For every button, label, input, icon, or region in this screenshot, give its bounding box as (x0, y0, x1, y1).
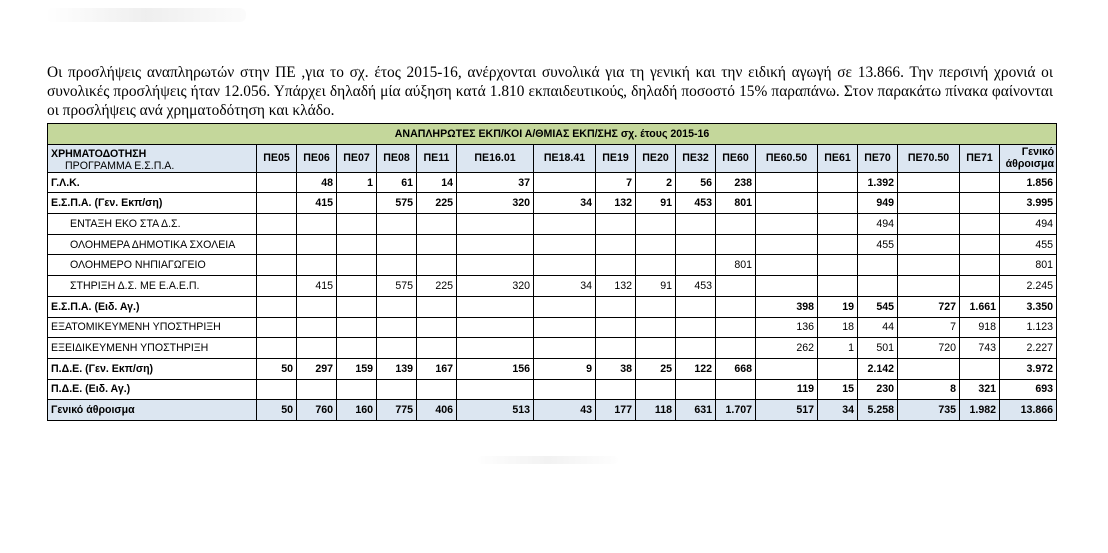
table-cell: 7 (596, 172, 636, 193)
column-header: ΠΕ07 (337, 144, 377, 172)
scan-artifact (46, 8, 246, 22)
table-cell: 494 (858, 214, 898, 235)
column-header: ΠΕ60 (716, 144, 756, 172)
table-cell: 760 (297, 400, 337, 421)
table-cell (676, 296, 716, 317)
table-row (48, 255, 1057, 276)
table-row (48, 193, 1057, 214)
table-cell: 15 (818, 379, 858, 400)
table-cell (534, 214, 596, 235)
table-cell: 406 (417, 400, 457, 421)
table-cell: 455 (858, 234, 898, 255)
table-cell (818, 358, 858, 379)
table-cell (417, 338, 457, 359)
table-cell (534, 317, 596, 338)
row-label: ΕΞΑΤΟΜΙΚΕΥΜΕΝΗ ΥΠΟΣΤΗΡΙΞΗ (48, 317, 257, 338)
table-cell: 91 (636, 193, 676, 214)
table-cell (818, 172, 858, 193)
table-cell: 238 (716, 172, 756, 193)
table-header-row (48, 144, 1057, 172)
table-cell (596, 379, 636, 400)
table-cell (534, 255, 596, 276)
row-label: ΟΛΟΗΜΕΡΟ ΝΗΠΙΑΓΩΓΕΙΟ (48, 255, 257, 276)
table-cell: 575 (377, 276, 417, 297)
table-row (48, 358, 1057, 379)
table-cell: 230 (858, 379, 898, 400)
table-cell (960, 172, 1000, 193)
table-cell: 743 (960, 338, 1000, 359)
table-cell (960, 193, 1000, 214)
table-cell: 1.982 (960, 400, 1000, 421)
table-cell (960, 234, 1000, 255)
row-total: 455 (1000, 234, 1057, 255)
table-cell (960, 255, 1000, 276)
table-cell (297, 234, 337, 255)
column-header: ΠΕ70.50 (898, 144, 960, 172)
row-total: 1.123 (1000, 317, 1057, 338)
table-cell (337, 276, 377, 297)
table-cell: 1.661 (960, 296, 1000, 317)
table-cell (960, 358, 1000, 379)
table-cell (377, 338, 417, 359)
table-cell: 517 (756, 400, 818, 421)
table-cell: 19 (818, 296, 858, 317)
column-header: ΠΕ16.01 (457, 144, 534, 172)
table-row (48, 338, 1057, 359)
table-cell (534, 379, 596, 400)
table-cell: 225 (417, 193, 457, 214)
table-cell (297, 214, 337, 235)
table-cell (676, 214, 716, 235)
table-cell (898, 234, 960, 255)
row-total: 801 (1000, 255, 1057, 276)
row-total: 2.227 (1000, 338, 1057, 359)
table-cell (297, 379, 337, 400)
table-cell (818, 234, 858, 255)
table-cell (377, 214, 417, 235)
table-cell: 1 (818, 338, 858, 359)
table-row (48, 296, 1057, 317)
intro-paragraph: Οι προσλήψεις αναπληρωτών στην ΠΕ ,για το σχ. έτος 2015-16, ανέρχονται συνολικά για τη γενική και την ειδική αγωγή σε 13.866. Την περσινή χρονιά οι συνολικές προσλήψεις ήταν 12.056. Υπάρχει δηλαδή μία αύξηση κατά 1.810 εκπαιδευτικούς, δηλαδή ποσοστό 15% παραπάνω. Στον παρακάτω πίνακα φαίνονται οι προσλήψεις ανά χρηματοδότηση και κλάδο. (47, 64, 1053, 119)
table-cell (716, 317, 756, 338)
table-cell (417, 379, 457, 400)
table-cell: 262 (756, 338, 818, 359)
table-cell (898, 214, 960, 235)
table-cell: 14 (417, 172, 457, 193)
table-cell (457, 234, 534, 255)
table-cell (257, 193, 297, 214)
table-cell: 18 (818, 317, 858, 338)
table-cell (756, 276, 818, 297)
table-cell (676, 234, 716, 255)
table-cell: 167 (417, 358, 457, 379)
table-cell: 50 (257, 358, 297, 379)
recruitment-table (47, 123, 1057, 421)
table-cell (636, 317, 676, 338)
table-cell (457, 296, 534, 317)
table-cell (596, 317, 636, 338)
table-row (48, 234, 1057, 255)
table-cell (676, 317, 716, 338)
table-cell (337, 255, 377, 276)
table-cell (377, 296, 417, 317)
table-cell (457, 317, 534, 338)
table-cell (716, 338, 756, 359)
table-cell (716, 234, 756, 255)
table-cell: 631 (676, 400, 716, 421)
table-cell (457, 379, 534, 400)
table-cell (716, 379, 756, 400)
table-cell: 297 (297, 358, 337, 379)
table-cell (417, 214, 457, 235)
table-cell (818, 255, 858, 276)
table-cell (534, 296, 596, 317)
table-row (48, 379, 1057, 400)
column-header-total: Γενικό άθροισμα (1000, 144, 1057, 172)
table-cell: 25 (636, 358, 676, 379)
table-cell: 575 (377, 193, 417, 214)
table-cell: 775 (377, 400, 417, 421)
table-cell: 453 (676, 276, 716, 297)
table-cell (596, 338, 636, 359)
table-cell: 1 (337, 172, 377, 193)
table-cell: 949 (858, 193, 898, 214)
table-cell (898, 193, 960, 214)
header-funding-label: ΧΡΗΜΑΤΟΔΟΤΗΣΗ (51, 147, 147, 160)
column-header: ΠΕ05 (257, 144, 297, 172)
table-cell: 1.392 (858, 172, 898, 193)
table-cell (818, 214, 858, 235)
table-cell (818, 276, 858, 297)
row-label: Π.Δ.Ε. (Γεν. Εκπ/ση) (48, 358, 257, 379)
table-cell: 415 (297, 276, 337, 297)
table-cell (596, 214, 636, 235)
header-program-label: ΠΡΟΓΡΑΜΜΑ Ε.Σ.Π.Α. (65, 159, 175, 172)
table-cell (636, 255, 676, 276)
table-cell (756, 234, 818, 255)
table-row (48, 276, 1057, 297)
table-cell (257, 379, 297, 400)
table-cell: 9 (534, 358, 596, 379)
table-cell (377, 234, 417, 255)
table-cell (676, 338, 716, 359)
table-cell: 225 (417, 276, 457, 297)
table-cell: 43 (534, 400, 596, 421)
row-label: Γενικό άθροισμα (48, 400, 257, 421)
table-cell (257, 317, 297, 338)
table-cell (417, 255, 457, 276)
table-cell: 132 (596, 276, 636, 297)
row-total: 3.995 (1000, 193, 1057, 214)
table-cell: 727 (898, 296, 960, 317)
table-row (48, 214, 1057, 235)
table-cell: 91 (636, 276, 676, 297)
table-cell (716, 296, 756, 317)
table-cell: 34 (534, 193, 596, 214)
table-cell: 453 (676, 193, 716, 214)
row-total: 13.866 (1000, 400, 1057, 421)
table-cell (756, 214, 818, 235)
table-cell: 48 (297, 172, 337, 193)
table-cell: 545 (858, 296, 898, 317)
table-cell (297, 255, 337, 276)
table-cell (257, 172, 297, 193)
table-cell (297, 296, 337, 317)
table-cell: 159 (337, 358, 377, 379)
row-total: 693 (1000, 379, 1057, 400)
table-cell: 2.142 (858, 358, 898, 379)
table-cell (297, 317, 337, 338)
row-label: ΕΝΤΑΞΗ ΕΚΟ ΣΤΑ Δ.Σ. (48, 214, 257, 235)
table-cell: 132 (596, 193, 636, 214)
table-cell: 321 (960, 379, 1000, 400)
table-cell: 320 (457, 193, 534, 214)
column-header: ΠΕ61 (818, 144, 858, 172)
table-cell: 44 (858, 317, 898, 338)
table-cell (457, 214, 534, 235)
row-total: 494 (1000, 214, 1057, 235)
table-cell: 1.707 (716, 400, 756, 421)
table-cell (716, 276, 756, 297)
table-cell (960, 214, 1000, 235)
table-cell (960, 276, 1000, 297)
table-cell: 61 (377, 172, 417, 193)
table-cell (858, 276, 898, 297)
table-cell (636, 379, 676, 400)
table-cell: 918 (960, 317, 1000, 338)
table-cell: 37 (457, 172, 534, 193)
table-cell: 5.258 (858, 400, 898, 421)
table-cell (337, 338, 377, 359)
column-header: ΠΕ18.41 (534, 144, 596, 172)
table-cell (636, 338, 676, 359)
table-cell: 415 (297, 193, 337, 214)
table-cell (898, 358, 960, 379)
column-header: ΠΕ08 (377, 144, 417, 172)
column-header: ΠΕ70 (858, 144, 898, 172)
table-cell: 801 (716, 193, 756, 214)
table-cell (858, 255, 898, 276)
table-cell: 160 (337, 400, 377, 421)
table-cell (457, 338, 534, 359)
table-cell (716, 214, 756, 235)
table-cell (534, 234, 596, 255)
table-cell (257, 214, 297, 235)
table-cell (457, 255, 534, 276)
row-label: ΟΛΟΗΜΕΡΑ ΔΗΜΟΤΙΚΑ ΣΧΟΛΕΙΑ (48, 234, 257, 255)
table-cell (337, 234, 377, 255)
table-cell: 513 (457, 400, 534, 421)
table-cell (417, 296, 457, 317)
column-header: ΠΕ71 (960, 144, 1000, 172)
table-cell (898, 276, 960, 297)
table-cell (636, 234, 676, 255)
table-cell (636, 296, 676, 317)
table-cell (377, 379, 417, 400)
table-cell (257, 338, 297, 359)
table-cell: 38 (596, 358, 636, 379)
table-cell (534, 172, 596, 193)
table-title-row (48, 124, 1057, 145)
table-cell (337, 193, 377, 214)
table-cell: 56 (676, 172, 716, 193)
table-cell (818, 193, 858, 214)
table-cell (377, 255, 417, 276)
table-body (48, 172, 1057, 420)
column-header: ΠΕ11 (417, 144, 457, 172)
table-cell (596, 255, 636, 276)
column-header: ΠΕ19 (596, 144, 636, 172)
row-total: 3.350 (1000, 296, 1057, 317)
table-cell (596, 234, 636, 255)
table-cell: 122 (676, 358, 716, 379)
table-cell: 2 (636, 172, 676, 193)
table-cell: 801 (716, 255, 756, 276)
table-cell: 320 (457, 276, 534, 297)
table-cell (636, 214, 676, 235)
header-funding-cell (48, 144, 257, 172)
scan-artifact-footer (478, 456, 618, 464)
table-cell: 34 (818, 400, 858, 421)
row-label: Γ.Λ.Κ. (48, 172, 257, 193)
table-cell: 34 (534, 276, 596, 297)
row-label: ΕΞΕΙΔΙΚΕΥΜΕΝΗ ΥΠΟΣΤΗΡΙΞΗ (48, 338, 257, 359)
table-cell (756, 193, 818, 214)
table-cell: 177 (596, 400, 636, 421)
column-header: ΠΕ32 (676, 144, 716, 172)
table-cell (337, 296, 377, 317)
table-cell: 735 (898, 400, 960, 421)
table-cell (676, 379, 716, 400)
table-cell (534, 338, 596, 359)
table-cell: 156 (457, 358, 534, 379)
table-cell (898, 172, 960, 193)
table-cell: 139 (377, 358, 417, 379)
table-cell: 7 (898, 317, 960, 338)
table-cell (337, 379, 377, 400)
table-cell (337, 317, 377, 338)
row-label: Ε.Σ.Π.Α. (Γεν. Εκπ/ση) (48, 193, 257, 214)
table-cell (756, 358, 818, 379)
table-cell: 720 (898, 338, 960, 359)
table-cell: 501 (858, 338, 898, 359)
table-cell: 119 (756, 379, 818, 400)
table-cell (756, 255, 818, 276)
row-total: 2.245 (1000, 276, 1057, 297)
table-cell (297, 338, 337, 359)
table-cell (257, 296, 297, 317)
table-cell (417, 234, 457, 255)
table-row (48, 400, 1057, 421)
row-label: Ε.Σ.Π.Α. (Ειδ. Αγ.) (48, 296, 257, 317)
table-cell: 668 (716, 358, 756, 379)
table-cell: 398 (756, 296, 818, 317)
table-cell (596, 296, 636, 317)
table-cell (377, 317, 417, 338)
table-title: ΑΝΑΠΛΗΡΩΤΕΣ ΕΚΠ/ΚΟΙ Α/ΘΜΙΑΣ ΕΚΠ/ΣΗΣ σχ. έτους 2015-16 (48, 124, 1057, 145)
table-cell: 118 (636, 400, 676, 421)
row-label: Π.Δ.Ε. (Ειδ. Αγ.) (48, 379, 257, 400)
column-header: ΠΕ06 (297, 144, 337, 172)
column-header: ΠΕ20 (636, 144, 676, 172)
table-cell (417, 317, 457, 338)
table-cell: 8 (898, 379, 960, 400)
table-row (48, 317, 1057, 338)
table-cell (337, 214, 377, 235)
table-cell (676, 255, 716, 276)
row-total: 1.856 (1000, 172, 1057, 193)
table-cell: 136 (756, 317, 818, 338)
column-header: ΠΕ60.50 (756, 144, 818, 172)
table-cell (257, 255, 297, 276)
table-cell (756, 172, 818, 193)
row-label: ΣΤΗΡΙΞΗ Δ.Σ. ΜΕ Ε.Α.Ε.Π. (48, 276, 257, 297)
table-cell: 50 (257, 400, 297, 421)
row-total: 3.972 (1000, 358, 1057, 379)
table-cell (257, 234, 297, 255)
table-row (48, 172, 1057, 193)
table-cell (898, 255, 960, 276)
table-cell (257, 276, 297, 297)
